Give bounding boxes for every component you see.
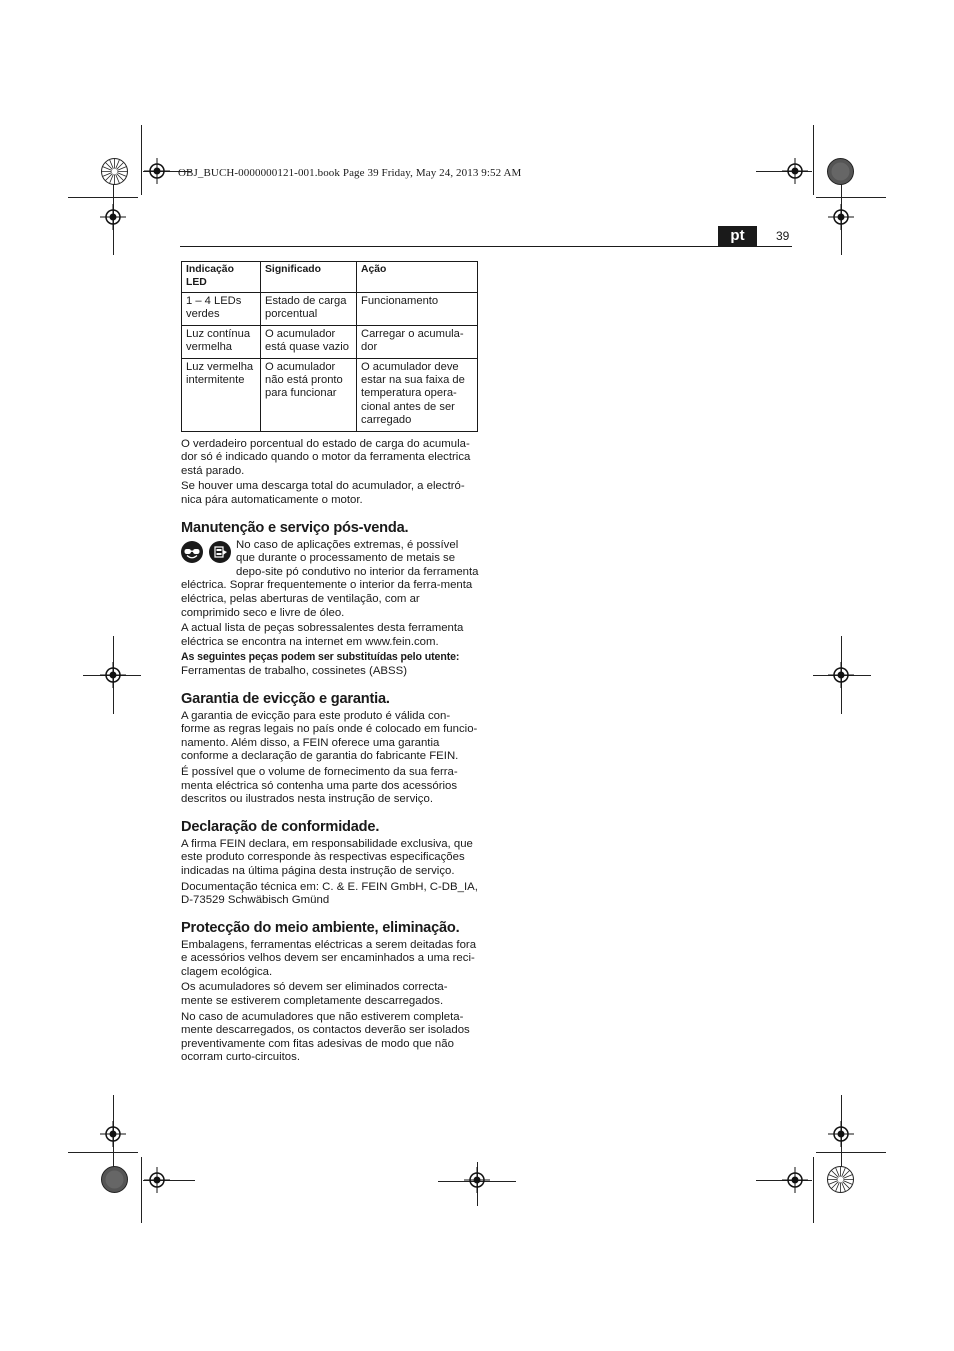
maintenance-icon-block bbox=[181, 539, 479, 580]
paragraph: Ferramentas de trabalho, cossinetes (ABSS) bbox=[181, 664, 408, 677]
section-title-maintenance: Manutenção e serviço pós-venda. bbox=[181, 519, 409, 536]
language-badge: pt bbox=[718, 226, 757, 246]
paragraph: Se houver uma descarga total do acumulador, a electró-nica pára automaticamente o motor. bbox=[181, 480, 465, 507]
paragraph: No caso de acumuladores que não estiverem completa-mente descarregados, os contactos deverão ser isolados preventivamente com fitas adesivas de modo que não ocorram curto-circuitos. bbox=[181, 1010, 470, 1064]
paragraph: A actual lista de peças sobressalentes desta ferramenta eléctrica se encontra na internet em www.fein.com. bbox=[181, 622, 464, 648]
table-cell: Carregar o acumula-dor bbox=[357, 325, 478, 358]
table-cell: Luz contínua vermelha bbox=[182, 325, 261, 358]
paragraph: No caso de aplicações extremas, é possível que durante o processamento de metais se depo-site pó condutivo no interior da ferramenta bbox=[236, 538, 479, 578]
registration-mark bbox=[828, 662, 854, 688]
section-title-warranty: Garantia de evicção e garantia. bbox=[181, 690, 390, 707]
table-cell: Luz vermelha intermitente bbox=[182, 358, 261, 431]
paragraph: A garantia de evicção para este produto é válida con-forme as regras legais no país onde é colocado em funcio-namento. Além disso, a FEIN oferece uma garantia conforme a declaração de garantia do fabricante FEIN. bbox=[181, 709, 478, 763]
registration-mark bbox=[828, 1121, 854, 1147]
paragraph: A firma FEIN declara, em responsabilidade exclusiva, que este produto corresponde às respectivas especificações indicadas na última página desta instrução de serviço. bbox=[181, 837, 473, 877]
safety-goggles-icon bbox=[181, 541, 203, 563]
registration-mark bbox=[100, 662, 126, 688]
header-rule bbox=[180, 246, 792, 247]
table-header: Indicação LED bbox=[182, 262, 261, 293]
registration-mark bbox=[100, 1121, 126, 1147]
table-header: Significado bbox=[261, 262, 357, 293]
registration-mark bbox=[828, 204, 854, 230]
table-cell: O acumulador está quase vazio bbox=[261, 325, 357, 358]
table-header-row bbox=[182, 262, 478, 293]
table-cell: O acumulador não está pronto para funcionar bbox=[261, 358, 357, 431]
table-cell: Funcionamento bbox=[357, 293, 478, 326]
page-number: 39 bbox=[776, 229, 790, 243]
color-calibration-disc bbox=[101, 1166, 128, 1193]
paragraph: Embalagens, ferramentas eléctricas a serem deitadas fora e acessórios velhos devem ser encaminhados a uma reci-clagem ecológica. bbox=[181, 938, 477, 978]
registration-mark bbox=[144, 158, 170, 184]
registration-mark bbox=[782, 158, 808, 184]
paragraph: Documentação técnica em: C. & E. FEIN GmbH, C-DB_IA, D-73529 Schwäbisch Gmünd bbox=[181, 880, 478, 907]
table-header: Ação bbox=[357, 262, 478, 293]
registration-mark bbox=[100, 204, 126, 230]
registration-mark bbox=[464, 1167, 490, 1193]
paragraph: eléctrica. Soprar frequentemente o interior da ferra-menta eléctrica, pelas aberturas de ventilação, com ar comprimido seco e livre de óleo. bbox=[181, 579, 473, 619]
table-cell: 1 – 4 LEDs verdes bbox=[182, 293, 261, 326]
paragraph: O verdadeiro porcentual do estado de carga do acumula-dor só é indicado quando o motor da ferramenta electrica está parado. bbox=[181, 437, 471, 477]
section-title-environment: Protecção do meio ambiente, eliminação. bbox=[181, 919, 460, 936]
print-slug: OBJ_BUCH-0000000121-001.book Page 39 Friday, May 24, 2013 9:52 AM bbox=[178, 167, 522, 179]
table-row bbox=[182, 293, 478, 326]
main-column bbox=[181, 261, 479, 1065]
section-title-conformity: Declaração de conformidade. bbox=[181, 818, 380, 835]
dust-mask-icon bbox=[209, 541, 231, 563]
registration-mark bbox=[144, 1167, 170, 1193]
table-cell: Estado de carga porcentual bbox=[261, 293, 357, 326]
replaceable-parts-label: As seguintes peças podem ser substituídas pelo utente: bbox=[181, 651, 460, 664]
paragraph: É possível que o volume de fornecimento da sua ferra-menta eléctrica só contenha uma parte dos acessórios descritos ou ilustrados nesta instrução de serviço. bbox=[181, 765, 458, 806]
led-indication-table bbox=[181, 261, 478, 432]
paragraph: Os acumuladores só devem ser eliminados correcta-mente se estiverem completamente descarregados. bbox=[181, 981, 448, 1008]
color-calibration-disc bbox=[827, 1166, 854, 1193]
table-row bbox=[182, 358, 478, 431]
table-cell: O acumulador deve estar na sua faixa de temperatura opera-cional antes de ser carregado bbox=[357, 358, 478, 431]
ppe-icons bbox=[181, 539, 233, 563]
table-row bbox=[182, 325, 478, 358]
color-calibration-disc bbox=[101, 158, 128, 185]
registration-mark bbox=[782, 1167, 808, 1193]
color-calibration-disc bbox=[827, 158, 854, 185]
